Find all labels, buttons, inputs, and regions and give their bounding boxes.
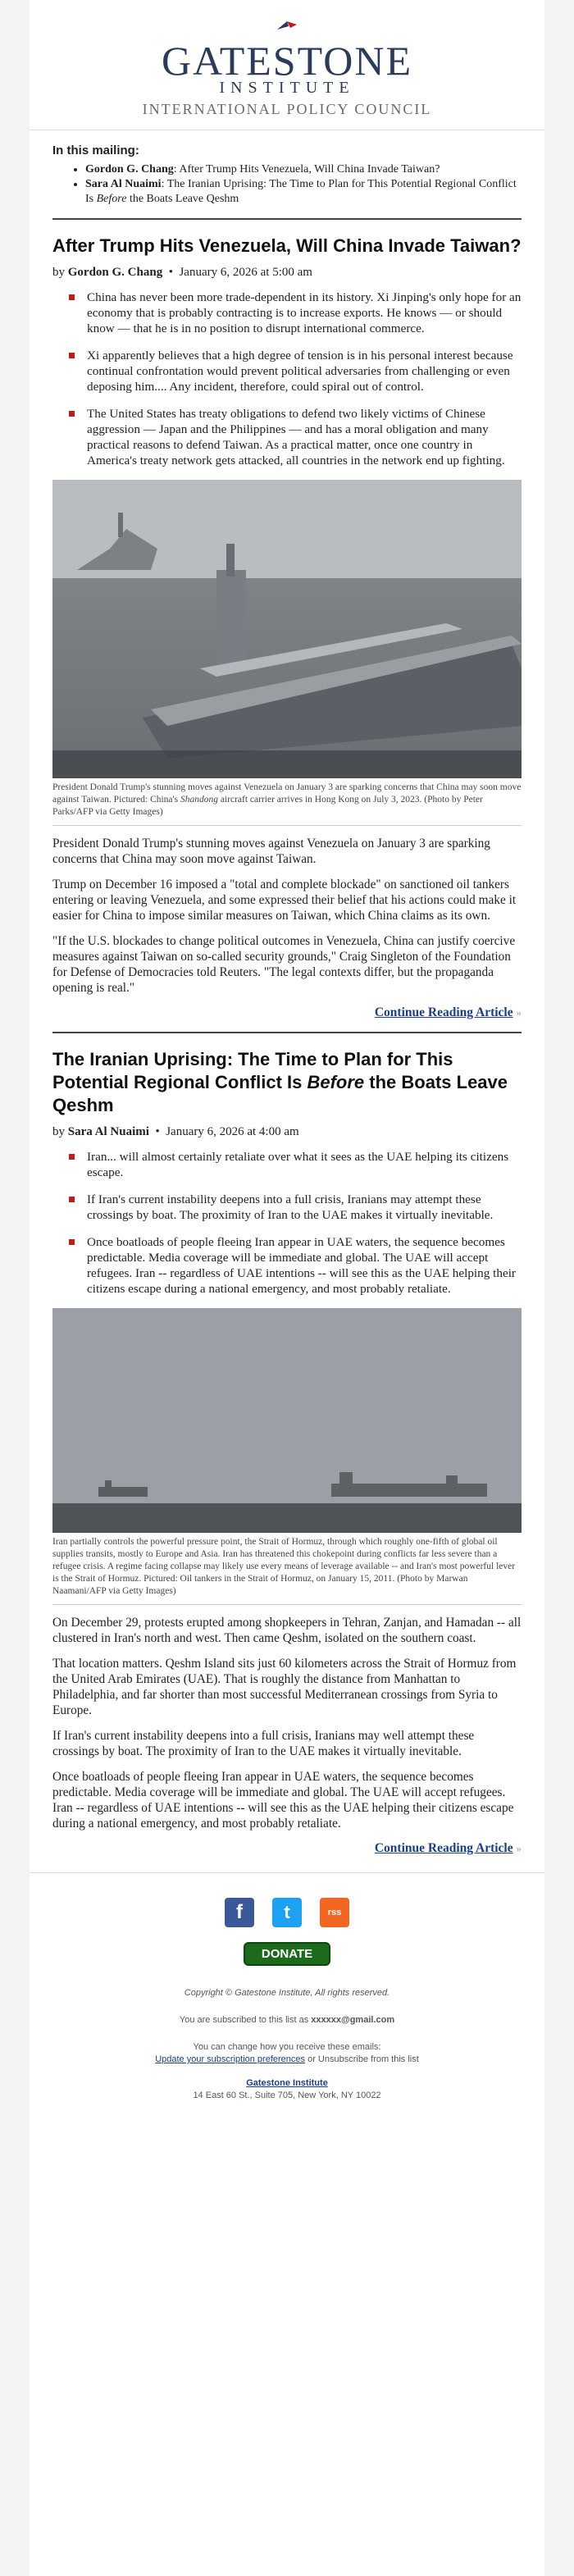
article-title[interactable]: The Iranian Uprising: The Time to Plan for This Potential Regional Conflict Is Before the Boats Leave Qeshm [52, 1049, 508, 1115]
logo[interactable] [30, 18, 544, 118]
footer: f t rss DONATE Copyright © Gatestone Institute, All rights reserved. You are subscribed to this list as xxxxxx@gmail.com You can change how you receive these emails: Update your subscription preferences or Unsubscribe from this list Gatestone Institute 14 East 60 St., Suite 705, New York, NY 10022 [30, 1872, 544, 2118]
article-date: January 6, 2026 at 4:00 am [166, 1125, 299, 1138]
mailing-item[interactable]: • Gordon G. Chang: After Trump Hits Venezuela, Will China Invade Taiwan? [85, 162, 522, 177]
article-paragraph: On December 29, protests erupted among shopkeepers in Tehran, Zanjan, and Hamadan -- all clustered in Iran's north and west. Then came Qeshm, isolated on the southern coast. [52, 1616, 522, 1645]
arrow-icon: » [516, 1006, 522, 1019]
rss-icon[interactable]: rss [320, 1898, 349, 1927]
email-container [30, 0, 544, 2576]
author-link[interactable]: Gordon G. Chang [67, 266, 163, 279]
article-title[interactable]: After Trump Hits Venezuela, Will China Invade Taiwan? [52, 235, 522, 256]
photo-caption: President Donald Trump's stunning moves against Venezuela on January 3 are sparking concerns that China may soon move against Taiwan. Pictured: China's Shandong aircraft carrier arrives in Hong Kong on July 3, 2023. (Photo by Peter Parks/AFP via Getty Images) [52, 778, 522, 826]
donate-button[interactable]: DONATE [244, 1942, 330, 1966]
article-paragraph: That location matters. Qeshm Island sits just 60 kilometers across the Strait of Hormuz from the United Arab Emirates (UAE). That is roughly the distance from Manhattan to Philadelphia, and far shorter than most successful Mediterranean crossings from Syria to Europe. [52, 1657, 517, 1717]
logo-council: INTERNATIONAL POLICY COUNCIL [142, 101, 432, 117]
copyright: Copyright © Gatestone Institute, All rights reserved. [184, 1988, 390, 1998]
mailing-item[interactable]: • Sara Al Nuaimi: The Iranian Uprising: The Time to Plan for This Potential Regional Conflict Is Before the Boats Leave Qeshm [85, 177, 522, 207]
key-points [52, 290, 522, 468]
continue-reading [52, 1841, 522, 1856]
arrow-icon: » [516, 1842, 522, 1854]
continue-reading-link[interactable]: Continue Reading Article [374, 1841, 513, 1855]
facebook-icon[interactable]: f [225, 1898, 254, 1927]
key-point: China has never been more trade-dependent in its history. Xi Jinping's only hope for an economy that is probably contracting is to increase exports. He knows — or should know — that he is in no position to disrupt international commerce. [69, 290, 522, 336]
key-point: Once boatloads of people fleeing Iran appear in UAE waters, the sequence becomes predictable. Media coverage will be immediate and global. The UAE will accept refugees. Iran -- regardless of UAE intentions -- will see this as the UAE helping their citizens escape during a national emergency, and most probably retaliate. [69, 1234, 522, 1297]
strait-photo[interactable] [52, 1308, 522, 1533]
article-paragraph: Trump on December 16 imposed a "total and complete blockade" on sanctioned oil tankers entering or leaving Venezuela, and some expressed their belief that his actions could make it easier for China to impose similar measures on Taiwan, which China claims as its own. [52, 878, 517, 923]
update-preferences-link[interactable]: Update your subscription preferences [155, 2054, 306, 2064]
twitter-icon[interactable]: t [272, 1898, 302, 1927]
change-text: You can change how you receive these emails: [193, 2042, 381, 2052]
byline: by Gordon G. Chang • January 6, 2026 at 5:00 am [52, 266, 312, 279]
carrier-photo[interactable] [52, 480, 522, 778]
photo-caption: Iran partially controls the powerful pressure point, the Strait of Hormuz, through which roughly one-fifth of global oil supplies transits, mostly to Europe and Asia. Iran has threatened this chokepoint during conflicts far less severe than a refugee crisis. A regime facing collapse may likely use every means of leverage available -- and Iran's most powerful lever is the Strait of Hormuz. Pictured: Oil tankers in the Strait of Hormuz, on January 15, 2011. (Photo by Marwan Naamani/AFP via Getty Images) [52, 1533, 522, 1605]
key-point: Xi apparently believes that a high degree of tension is in his personal interest because continual confrontation would prevent political adversaries from challenging or even deposing him.... Any incident, therefore, could spiral out of control. [69, 348, 522, 394]
logo-mark-icon [271, 18, 303, 34]
header [30, 0, 544, 130]
article-divider [52, 1032, 522, 1033]
logo-sub: INSTITUTE [219, 79, 355, 97]
org-link[interactable]: Gatestone Institute [246, 2078, 328, 2088]
article-paragraph: If Iran's current instability deepens into a full crisis, Iranians may well attempt these crossings by boat. The proximity of Iran to the UAE makes it virtually inevitable. [52, 1729, 475, 1758]
key-points [52, 1149, 522, 1297]
continue-reading-link[interactable]: Continue Reading Article [374, 1005, 513, 1019]
social-links [30, 1898, 544, 1927]
key-point: Iran... will almost certainly retaliate over what it sees as the UAE helping its citizens escape. [69, 1149, 522, 1180]
mailing-heading: In this mailing: [52, 144, 139, 157]
article-paragraph: Once boatloads of people fleeing Iran appear in UAE waters, the sequence becomes predictable. Media coverage will be immediate and global. The UAE will accept refugees. Iran -- regardless of UAE intentions -- will see this as the UAE helping their citizens escape during a national emergency, and most probably retaliate. [52, 1770, 514, 1831]
key-point: The United States has treaty obligations to defend two likely victims of Chinese aggression — Japan and the Philippines — and has a moral obligation and many practical reasons to defend Taiwan. As a practical matter, once one country in America's treaty network gets attacked, all countries in the network end up fighting. [69, 406, 522, 468]
byline: by Sara Al Nuaimi • January 6, 2026 at 4:00 am [52, 1125, 299, 1138]
article-paragraph: "If the U.S. blockades to change political outcomes in Venezuela, China can justify coercive measures against Taiwan on so-called security grounds," Craig Singleton of the Foundation for Defense of Democracies told Reuters. "The legal contexts differ, but the propaganda opening is real." [52, 934, 516, 995]
address: 14 East 60 St., Suite 705, New York, NY 10022 [193, 2090, 381, 2100]
article-paragraph: President Donald Trump's stunning moves against Venezuela on January 3 are sparking concerns that China may soon move against Taiwan. [52, 837, 490, 866]
logo-name: GATESTONE [162, 38, 412, 84]
article-date: January 6, 2026 at 5:00 am [179, 266, 312, 279]
mailing-summary [52, 130, 522, 220]
subscriber-email: xxxxxx@gmail.com [311, 2015, 395, 2025]
author-link[interactable]: Sara Al Nuaimi [67, 1125, 149, 1138]
continue-reading [52, 1005, 522, 1020]
key-point: If Iran's current instability deepens into a full crisis, Iranians may attempt these crossings by boat. The proximity of Iran to the UAE makes it virtually inevitable. [69, 1192, 522, 1223]
